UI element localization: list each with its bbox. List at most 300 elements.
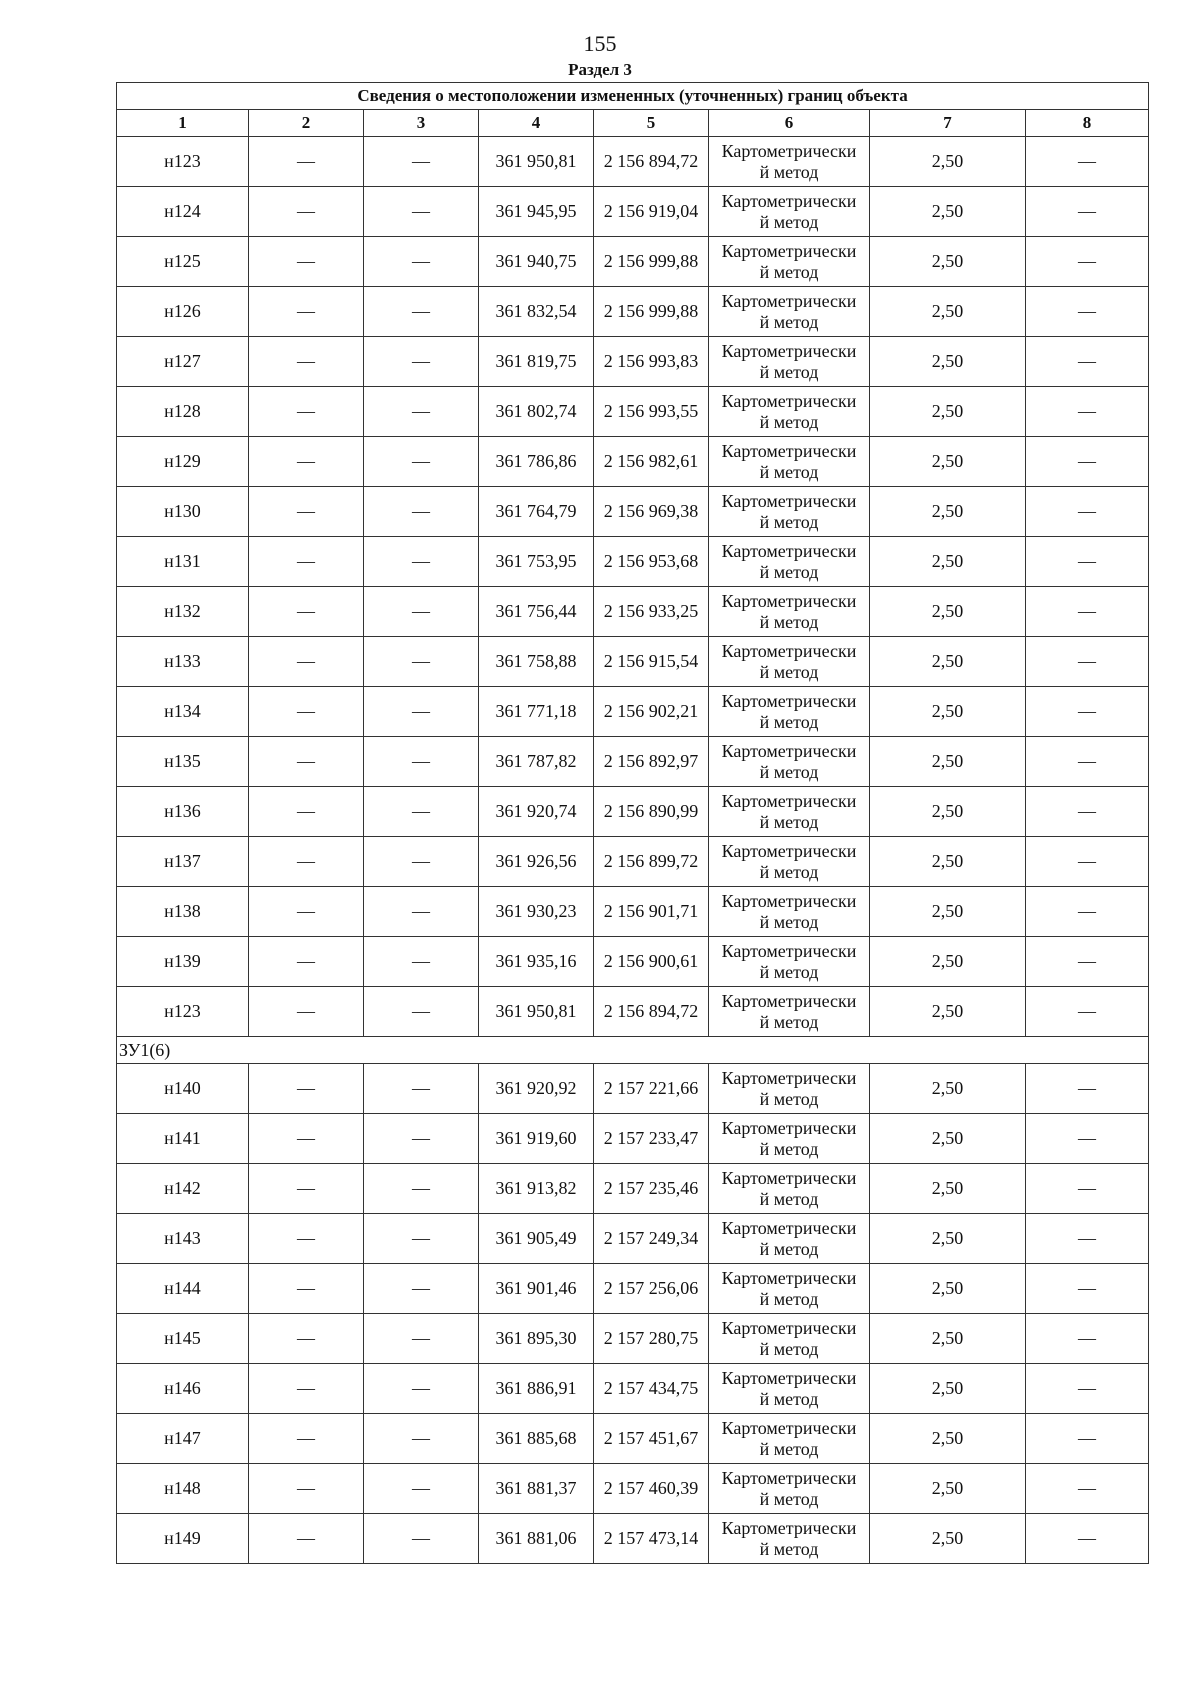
y-coordinate-cell: 2 157 451,67 xyxy=(594,1414,709,1464)
column-2-cell: — xyxy=(249,1264,364,1314)
column-3-cell: — xyxy=(364,1314,479,1364)
y-coordinate-cell: 2 156 900,61 xyxy=(594,937,709,987)
method-line-2: й метод xyxy=(759,961,819,982)
method-line-2: й метод xyxy=(759,1388,819,1409)
method-line-1: Картометрически xyxy=(721,140,857,161)
column-header-3: 3 xyxy=(364,110,479,137)
column-2-cell: — xyxy=(249,787,364,837)
method-cell xyxy=(709,337,870,387)
point-name-cell: н141 xyxy=(117,1114,249,1164)
column-2-cell: — xyxy=(249,437,364,487)
x-coordinate-cell: 361 901,46 xyxy=(479,1264,594,1314)
column-8-cell: — xyxy=(1026,537,1149,587)
column-8-cell: — xyxy=(1026,387,1149,437)
point-name-cell: н145 xyxy=(117,1314,249,1364)
point-name-cell: н144 xyxy=(117,1264,249,1314)
method-line-2: й метод xyxy=(759,1088,819,1109)
column-3-cell: — xyxy=(364,1364,479,1414)
method-line-1: Картометрически xyxy=(721,390,857,411)
accuracy-cell: 2,50 xyxy=(870,787,1026,837)
accuracy-cell: 2,50 xyxy=(870,437,1026,487)
method-cell xyxy=(709,237,870,287)
column-3-cell: — xyxy=(364,937,479,987)
y-coordinate-cell: 2 156 933,25 xyxy=(594,587,709,637)
accuracy-cell: 2,50 xyxy=(870,1414,1026,1464)
method-cell xyxy=(709,1514,870,1564)
method-cell xyxy=(709,1264,870,1314)
accuracy-cell: 2,50 xyxy=(870,487,1026,537)
point-name-cell: н142 xyxy=(117,1164,249,1214)
x-coordinate-cell: 361 930,23 xyxy=(479,887,594,937)
column-3-cell: — xyxy=(364,287,479,337)
table-row xyxy=(117,837,1149,887)
accuracy-cell: 2,50 xyxy=(870,1214,1026,1264)
method-line-2: й метод xyxy=(759,761,819,782)
accuracy-cell: 2,50 xyxy=(870,1164,1026,1214)
x-coordinate-cell: 361 753,95 xyxy=(479,537,594,587)
column-3-cell: — xyxy=(364,187,479,237)
column-8-cell: — xyxy=(1026,637,1149,687)
table-row xyxy=(117,1414,1149,1464)
method-line-2: й метод xyxy=(759,561,819,582)
page-number: 155 xyxy=(583,31,617,56)
column-header-1: 1 xyxy=(117,110,249,137)
table-row xyxy=(117,237,1149,287)
column-8-cell: — xyxy=(1026,787,1149,837)
point-name-cell: н124 xyxy=(117,187,249,237)
method-cell xyxy=(709,1164,870,1214)
method-line-1: Картометрически xyxy=(721,1117,857,1138)
column-header-8: 8 xyxy=(1026,110,1149,137)
point-name-cell: н136 xyxy=(117,787,249,837)
column-2-cell: — xyxy=(249,887,364,937)
column-8-cell: — xyxy=(1026,1364,1149,1414)
table-row xyxy=(117,587,1149,637)
point-name-cell: н137 xyxy=(117,837,249,887)
method-line-1: Картометрически xyxy=(721,1367,857,1388)
column-3-cell: — xyxy=(364,137,479,187)
column-8-cell: — xyxy=(1026,1164,1149,1214)
method-line-1: Картометрически xyxy=(721,290,857,311)
column-3-cell: — xyxy=(364,1064,479,1114)
method-line-1: Картометрически xyxy=(721,540,857,561)
method-line-1: Картометрически xyxy=(721,190,857,211)
y-coordinate-cell: 2 157 434,75 xyxy=(594,1364,709,1414)
method-line-2: й метод xyxy=(759,861,819,882)
accuracy-cell: 2,50 xyxy=(870,1314,1026,1364)
group-label: ЗУ1(6) xyxy=(117,1037,1149,1064)
accuracy-cell: 2,50 xyxy=(870,887,1026,937)
column-header-row xyxy=(117,110,1149,137)
y-coordinate-cell: 2 156 894,72 xyxy=(594,137,709,187)
y-coordinate-cell: 2 156 999,88 xyxy=(594,287,709,337)
group-row xyxy=(117,1037,1149,1064)
table-row xyxy=(117,437,1149,487)
accuracy-cell: 2,50 xyxy=(870,237,1026,287)
column-2-cell: — xyxy=(249,987,364,1037)
column-8-cell: — xyxy=(1026,687,1149,737)
x-coordinate-cell: 361 756,44 xyxy=(479,587,594,637)
table-row xyxy=(117,887,1149,937)
accuracy-cell: 2,50 xyxy=(870,287,1026,337)
table-row xyxy=(117,187,1149,237)
accuracy-cell: 2,50 xyxy=(870,187,1026,237)
column-3-cell: — xyxy=(364,837,479,887)
accuracy-cell: 2,50 xyxy=(870,1264,1026,1314)
y-coordinate-cell: 2 157 221,66 xyxy=(594,1064,709,1114)
point-name-cell: н140 xyxy=(117,1064,249,1114)
point-name-cell: н125 xyxy=(117,237,249,287)
method-line-2: й метод xyxy=(759,311,819,332)
accuracy-cell: 2,50 xyxy=(870,987,1026,1037)
accuracy-cell: 2,50 xyxy=(870,337,1026,387)
y-coordinate-cell: 2 157 256,06 xyxy=(594,1264,709,1314)
column-2-cell: — xyxy=(249,637,364,687)
column-2-cell: — xyxy=(249,487,364,537)
table-row xyxy=(117,637,1149,687)
x-coordinate-cell: 361 787,82 xyxy=(479,737,594,787)
method-line-2: й метод xyxy=(759,1188,819,1209)
method-cell xyxy=(709,687,870,737)
column-8-cell: — xyxy=(1026,1264,1149,1314)
y-coordinate-cell: 2 156 999,88 xyxy=(594,237,709,287)
point-name-cell: н143 xyxy=(117,1214,249,1264)
y-coordinate-cell: 2 157 235,46 xyxy=(594,1164,709,1214)
column-8-cell: — xyxy=(1026,237,1149,287)
column-header-5: 5 xyxy=(594,110,709,137)
column-8-cell: — xyxy=(1026,487,1149,537)
column-8-cell: — xyxy=(1026,587,1149,637)
method-line-2: й метод xyxy=(759,711,819,732)
method-line-1: Картометрически xyxy=(721,340,857,361)
column-2-cell: — xyxy=(249,337,364,387)
point-name-cell: н139 xyxy=(117,937,249,987)
table-row xyxy=(117,1114,1149,1164)
table-row xyxy=(117,1364,1149,1414)
x-coordinate-cell: 361 802,74 xyxy=(479,387,594,437)
x-coordinate-cell: 361 895,30 xyxy=(479,1314,594,1364)
method-cell xyxy=(709,1114,870,1164)
method-line-1: Картометрически xyxy=(721,740,857,761)
column-8-cell: — xyxy=(1026,337,1149,387)
method-line-1: Картометрически xyxy=(721,790,857,811)
method-line-1: Картометрически xyxy=(721,440,857,461)
coordinates-table xyxy=(116,82,1149,1564)
y-coordinate-cell: 2 156 969,38 xyxy=(594,487,709,537)
accuracy-cell: 2,50 xyxy=(870,1514,1026,1564)
method-cell xyxy=(709,1064,870,1114)
column-2-cell: — xyxy=(249,587,364,637)
method-line-2: й метод xyxy=(759,261,819,282)
point-name-cell: н131 xyxy=(117,537,249,587)
method-cell xyxy=(709,837,870,887)
point-name-cell: н133 xyxy=(117,637,249,687)
y-coordinate-cell: 2 156 919,04 xyxy=(594,187,709,237)
method-line-2: й метод xyxy=(759,1238,819,1259)
column-2-cell: — xyxy=(249,237,364,287)
column-2-cell: — xyxy=(249,287,364,337)
x-coordinate-cell: 361 913,82 xyxy=(479,1164,594,1214)
column-8-cell: — xyxy=(1026,987,1149,1037)
table-row xyxy=(117,387,1149,437)
point-name-cell: н130 xyxy=(117,487,249,537)
table-row xyxy=(117,137,1149,187)
table-row xyxy=(117,337,1149,387)
point-name-cell: н146 xyxy=(117,1364,249,1414)
y-coordinate-cell: 2 157 249,34 xyxy=(594,1214,709,1264)
column-2-cell: — xyxy=(249,1114,364,1164)
column-8-cell: — xyxy=(1026,1114,1149,1164)
method-cell xyxy=(709,387,870,437)
column-8-cell: — xyxy=(1026,737,1149,787)
table-row xyxy=(117,1214,1149,1264)
y-coordinate-cell: 2 156 902,21 xyxy=(594,687,709,737)
method-cell xyxy=(709,187,870,237)
method-line-2: й метод xyxy=(759,1488,819,1509)
y-coordinate-cell: 2 157 233,47 xyxy=(594,1114,709,1164)
table-caption-row xyxy=(117,83,1149,110)
y-coordinate-cell: 2 156 993,55 xyxy=(594,387,709,437)
column-header-4: 4 xyxy=(479,110,594,137)
method-line-1: Картометрически xyxy=(721,1417,857,1438)
y-coordinate-cell: 2 157 473,14 xyxy=(594,1514,709,1564)
method-line-2: й метод xyxy=(759,1011,819,1032)
method-line-2: й метод xyxy=(759,611,819,632)
column-3-cell: — xyxy=(364,687,479,737)
accuracy-cell: 2,50 xyxy=(870,1114,1026,1164)
column-3-cell: — xyxy=(364,387,479,437)
column-2-cell: — xyxy=(249,537,364,587)
method-line-1: Картометрически xyxy=(721,1317,857,1338)
x-coordinate-cell: 361 886,91 xyxy=(479,1364,594,1414)
point-name-cell: н128 xyxy=(117,387,249,437)
x-coordinate-cell: 361 945,95 xyxy=(479,187,594,237)
accuracy-cell: 2,50 xyxy=(870,737,1026,787)
method-line-1: Картометрически xyxy=(721,840,857,861)
y-coordinate-cell: 2 156 953,68 xyxy=(594,537,709,587)
table-row xyxy=(117,987,1149,1037)
method-line-1: Картометрически xyxy=(721,1217,857,1238)
method-cell xyxy=(709,287,870,337)
y-coordinate-cell: 2 156 915,54 xyxy=(594,637,709,687)
column-2-cell: — xyxy=(249,1314,364,1364)
column-2-cell: — xyxy=(249,1214,364,1264)
y-coordinate-cell: 2 156 982,61 xyxy=(594,437,709,487)
x-coordinate-cell: 361 919,60 xyxy=(479,1114,594,1164)
x-coordinate-cell: 361 786,86 xyxy=(479,437,594,487)
column-8-cell: — xyxy=(1026,1514,1149,1564)
table-row xyxy=(117,1264,1149,1314)
column-3-cell: — xyxy=(364,1114,479,1164)
point-name-cell: н134 xyxy=(117,687,249,737)
method-line-1: Картометрически xyxy=(721,590,857,611)
column-3-cell: — xyxy=(364,1264,479,1314)
column-8-cell: — xyxy=(1026,837,1149,887)
method-line-2: й метод xyxy=(759,1138,819,1159)
column-3-cell: — xyxy=(364,1164,479,1214)
x-coordinate-cell: 361 920,74 xyxy=(479,787,594,837)
column-3-cell: — xyxy=(364,637,479,687)
section-title: Раздел 3 xyxy=(568,60,632,79)
method-line-2: й метод xyxy=(759,1438,819,1459)
point-name-cell: н138 xyxy=(117,887,249,937)
point-name-cell: н149 xyxy=(117,1514,249,1564)
method-cell xyxy=(709,1214,870,1264)
column-2-cell: — xyxy=(249,1164,364,1214)
column-2-cell: — xyxy=(249,737,364,787)
column-2-cell: — xyxy=(249,687,364,737)
accuracy-cell: 2,50 xyxy=(870,1364,1026,1414)
table-row xyxy=(117,1464,1149,1514)
column-header-6: 6 xyxy=(709,110,870,137)
column-2-cell: — xyxy=(249,1464,364,1514)
column-3-cell: — xyxy=(364,337,479,387)
method-line-2: й метод xyxy=(759,661,819,682)
column-8-cell: — xyxy=(1026,137,1149,187)
method-line-1: Картометрически xyxy=(721,1517,857,1538)
method-line-1: Картометрически xyxy=(721,240,857,261)
x-coordinate-cell: 361 764,79 xyxy=(479,487,594,537)
accuracy-cell: 2,50 xyxy=(870,937,1026,987)
column-8-cell: — xyxy=(1026,1064,1149,1114)
accuracy-cell: 2,50 xyxy=(870,687,1026,737)
method-line-1: Картометрически xyxy=(721,1167,857,1188)
column-8-cell: — xyxy=(1026,887,1149,937)
method-line-1: Картометрически xyxy=(721,490,857,511)
method-line-1: Картометрически xyxy=(721,690,857,711)
x-coordinate-cell: 361 920,92 xyxy=(479,1064,594,1114)
column-3-cell: — xyxy=(364,1514,479,1564)
accuracy-cell: 2,50 xyxy=(870,1464,1026,1514)
method-cell xyxy=(709,1464,870,1514)
x-coordinate-cell: 361 832,54 xyxy=(479,287,594,337)
accuracy-cell: 2,50 xyxy=(870,137,1026,187)
y-coordinate-cell: 2 156 890,99 xyxy=(594,787,709,837)
point-name-cell: н126 xyxy=(117,287,249,337)
method-line-2: й метод xyxy=(759,511,819,532)
accuracy-cell: 2,50 xyxy=(870,637,1026,687)
column-2-cell: — xyxy=(249,187,364,237)
column-2-cell: — xyxy=(249,1514,364,1564)
method-line-1: Картометрически xyxy=(721,940,857,961)
method-line-2: й метод xyxy=(759,1538,819,1559)
table-row xyxy=(117,1164,1149,1214)
table-row xyxy=(117,787,1149,837)
table-row xyxy=(117,1314,1149,1364)
method-line-2: й метод xyxy=(759,161,819,182)
table-row xyxy=(117,537,1149,587)
accuracy-cell: 2,50 xyxy=(870,387,1026,437)
column-3-cell: — xyxy=(364,737,479,787)
point-name-cell: н123 xyxy=(117,137,249,187)
accuracy-cell: 2,50 xyxy=(870,537,1026,587)
point-name-cell: н127 xyxy=(117,337,249,387)
table-row xyxy=(117,737,1149,787)
column-2-cell: — xyxy=(249,1414,364,1464)
method-line-2: й метод xyxy=(759,361,819,382)
column-2-cell: — xyxy=(249,387,364,437)
y-coordinate-cell: 2 156 901,71 xyxy=(594,887,709,937)
y-coordinate-cell: 2 156 899,72 xyxy=(594,837,709,887)
method-cell xyxy=(709,587,870,637)
method-cell xyxy=(709,137,870,187)
column-3-cell: — xyxy=(364,1464,479,1514)
x-coordinate-cell: 361 885,68 xyxy=(479,1414,594,1464)
point-name-cell: н132 xyxy=(117,587,249,637)
y-coordinate-cell: 2 156 892,97 xyxy=(594,737,709,787)
accuracy-cell: 2,50 xyxy=(870,837,1026,887)
method-line-2: й метод xyxy=(759,1338,819,1359)
column-3-cell: — xyxy=(364,987,479,1037)
column-3-cell: — xyxy=(364,1214,479,1264)
column-3-cell: — xyxy=(364,237,479,287)
method-line-1: Картометрически xyxy=(721,990,857,1011)
column-8-cell: — xyxy=(1026,437,1149,487)
method-cell xyxy=(709,987,870,1037)
column-8-cell: — xyxy=(1026,287,1149,337)
method-line-2: й метод xyxy=(759,1288,819,1309)
column-8-cell: — xyxy=(1026,1464,1149,1514)
method-cell xyxy=(709,1414,870,1464)
x-coordinate-cell: 361 881,06 xyxy=(479,1514,594,1564)
method-cell xyxy=(709,887,870,937)
x-coordinate-cell: 361 926,56 xyxy=(479,837,594,887)
table-row xyxy=(117,487,1149,537)
point-name-cell: н147 xyxy=(117,1414,249,1464)
column-8-cell: — xyxy=(1026,1214,1149,1264)
x-coordinate-cell: 361 758,88 xyxy=(479,637,594,687)
y-coordinate-cell: 2 157 280,75 xyxy=(594,1314,709,1364)
column-header-7: 7 xyxy=(870,110,1026,137)
method-line-1: Картометрически xyxy=(721,1467,857,1488)
column-8-cell: — xyxy=(1026,937,1149,987)
y-coordinate-cell: 2 157 460,39 xyxy=(594,1464,709,1514)
x-coordinate-cell: 361 935,16 xyxy=(479,937,594,987)
method-line-2: й метод xyxy=(759,211,819,232)
accuracy-cell: 2,50 xyxy=(870,587,1026,637)
table-body xyxy=(117,137,1149,1564)
method-cell xyxy=(709,537,870,587)
method-line-2: й метод xyxy=(759,411,819,432)
column-header-2: 2 xyxy=(249,110,364,137)
method-cell xyxy=(709,787,870,837)
column-3-cell: — xyxy=(364,487,479,537)
method-line-2: й метод xyxy=(759,811,819,832)
y-coordinate-cell: 2 156 894,72 xyxy=(594,987,709,1037)
method-cell xyxy=(709,637,870,687)
method-cell xyxy=(709,487,870,537)
method-cell xyxy=(709,937,870,987)
x-coordinate-cell: 361 771,18 xyxy=(479,687,594,737)
table-row xyxy=(117,1064,1149,1114)
x-coordinate-cell: 361 950,81 xyxy=(479,137,594,187)
column-8-cell: — xyxy=(1026,187,1149,237)
method-line-2: й метод xyxy=(759,461,819,482)
accuracy-cell: 2,50 xyxy=(870,1064,1026,1114)
method-cell xyxy=(709,1364,870,1414)
x-coordinate-cell: 361 819,75 xyxy=(479,337,594,387)
column-8-cell: — xyxy=(1026,1314,1149,1364)
column-2-cell: — xyxy=(249,137,364,187)
x-coordinate-cell: 361 905,49 xyxy=(479,1214,594,1264)
column-2-cell: — xyxy=(249,1364,364,1414)
x-coordinate-cell: 361 881,37 xyxy=(479,1464,594,1514)
table-row xyxy=(117,1514,1149,1564)
column-3-cell: — xyxy=(364,537,479,587)
point-name-cell: н148 xyxy=(117,1464,249,1514)
column-3-cell: — xyxy=(364,1414,479,1464)
method-cell xyxy=(709,1314,870,1364)
